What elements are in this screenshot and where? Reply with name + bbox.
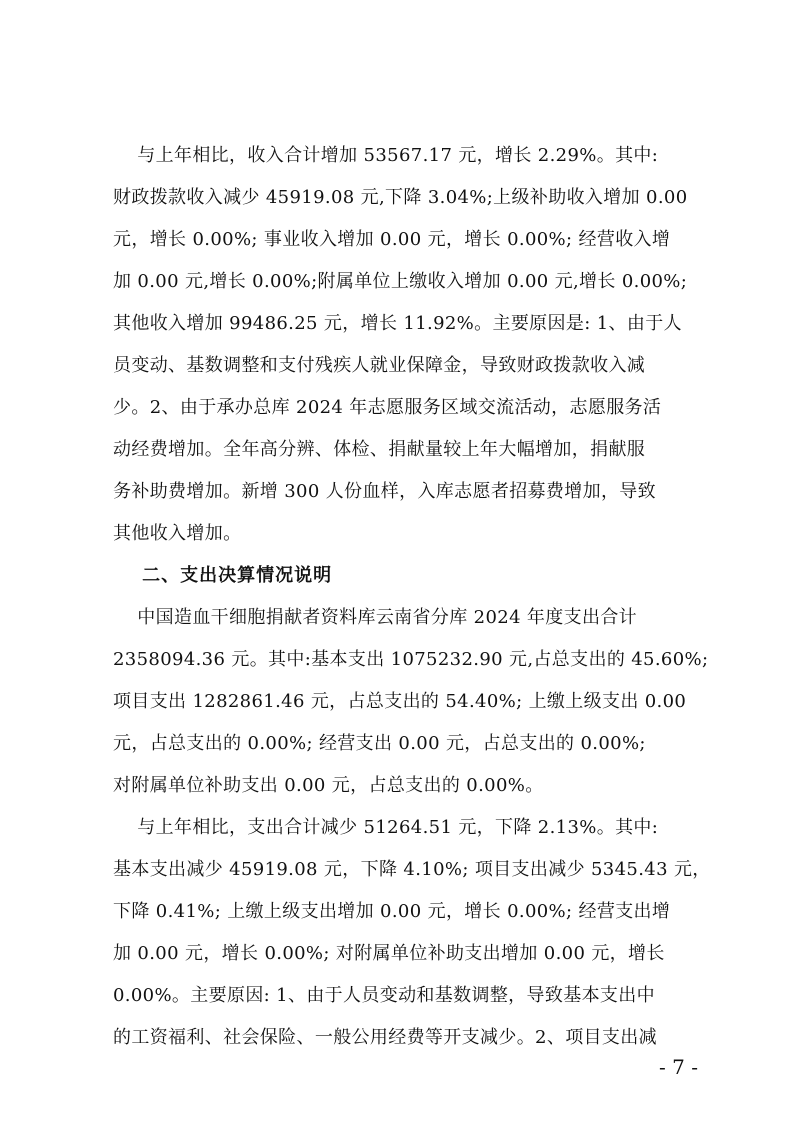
text-line: 其他收入增加。: [113, 523, 242, 544]
text-line: 基本支出减少 45919.08 元，下降 4.10%; 项目支出减少 5345.43 元，: [113, 859, 711, 880]
page-number: - 7 -: [659, 1055, 698, 1079]
text-line: 元，增长 0.00%; 事业收入增加 0.00 元，增长 0.00%; 经营收入增: [113, 229, 671, 250]
text-line: 与上年相比，收入合计增加 53567.17 元，增长 2.29%。其中:: [113, 145, 659, 166]
text-line: 对附属单位补助支出 0.00 元，占总支出的 0.00%。: [113, 775, 544, 796]
text-line: 项目支出 1282861.46 元，占总支出的 54.40%; 上缴上级支出 0.00: [113, 691, 687, 712]
text-line: 员变动、基数调整和支付残疾人就业保障金，导致财政拨款收入减: [113, 355, 646, 376]
text-line: 加 0.00 元，增长 0.00%; 对附属单位补助支出增加 0.00 元，增长: [113, 943, 665, 964]
text-line: 其他收入增加 99486.25 元，增长 11.92%。主要原因是: 1、由于人: [113, 313, 682, 334]
text-line: 与上年相比，支出合计减少 51264.51 元，下降 2.13%。其中:: [113, 817, 659, 838]
text-line: 务补助费增加。新增 300 人份血样，入库志愿者招募费增加，导致: [113, 481, 656, 502]
text-line: 少。2、由于承办总库 2024 年志愿服务区域交流活动，志愿服务活: [113, 397, 662, 418]
text-line: 中国造血干细胞捐献者资料库云南省分库 2024 年度支出合计: [113, 607, 638, 628]
text-line: 动经费增加。全年高分辨、体检、捐献量较上年大幅增加，捐献服: [113, 439, 646, 460]
section-heading: 二、支出决算情况说明: [113, 565, 333, 586]
text-line: 元，占总支出的 0.00%; 经营支出 0.00 元，占总支出的 0.00%;: [113, 733, 646, 754]
text-line: 的工资福利、社会保险、一般公用经费等开支减少。2、项目支出减: [113, 1027, 657, 1048]
text-line: 0.00%。主要原因: 1、由于人员变动和基数调整，导致基本支出中: [113, 985, 655, 1006]
text-line: 2358094.36 元。其中:基本支出 1075232.90 元,占总支出的 45.60%;: [113, 649, 709, 670]
text-line: 下降 0.41%; 上缴上级支出增加 0.00 元，增长 0.00%; 经营支出增: [113, 901, 671, 922]
text-line: 财政拨款收入减少 45919.08 元,下降 3.04%;上级补助收入增加 0.00: [113, 187, 688, 208]
text-line: 加 0.00 元,增长 0.00%;附属单位上缴收入增加 0.00 元,增长 0.00%;: [113, 271, 688, 292]
